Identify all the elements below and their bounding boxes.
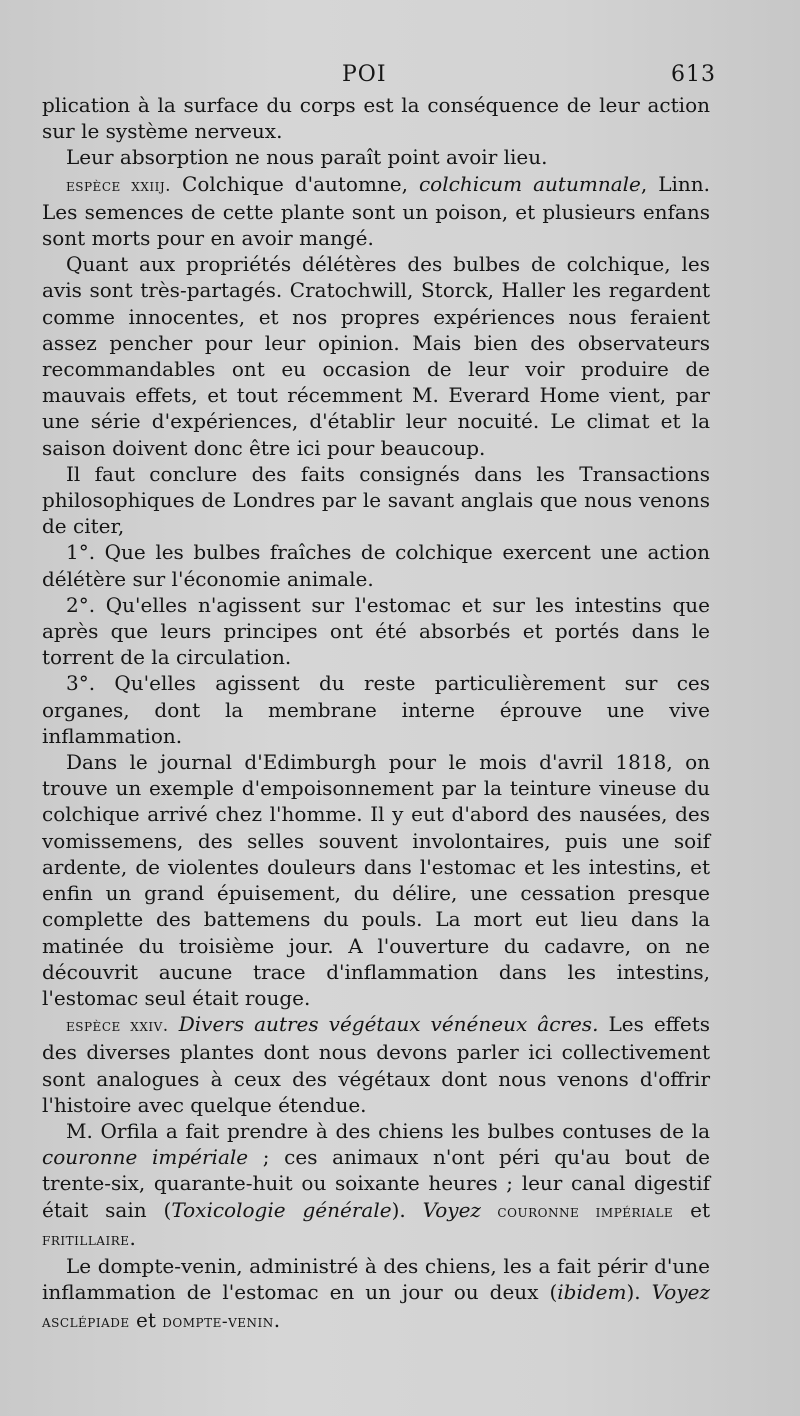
text-segment: Colchique d'automne,	[171, 171, 419, 196]
running-header	[42, 58, 716, 92]
text-segment: couronne impériale	[42, 1145, 249, 1170]
text-segment: fritillaire	[42, 1229, 130, 1250]
paragraph-p11	[42, 1118, 710, 1253]
text-segment: 3°. Qu'elles agissent du reste particulièrement sur ces organes, dont la membrane interne éprouve une vive inflammation.	[42, 671, 710, 748]
paragraph-p10	[42, 1011, 710, 1118]
text-segment: ).	[391, 1197, 423, 1222]
paragraph-p9	[42, 749, 710, 1011]
paragraph-p7	[42, 592, 710, 671]
page-number: 613	[671, 62, 716, 87]
text-segment: ibidem	[557, 1280, 627, 1305]
text-segment: espèce xxiv.	[66, 1016, 169, 1037]
paragraph-p1	[42, 92, 710, 144]
running-title: POI	[342, 62, 387, 87]
text-segment: et	[129, 1308, 163, 1333]
text-segment: couronne impériale	[480, 1201, 674, 1222]
text-segment: , Linn. Les semences de cette plante sont un poison, et plusieurs enfans sont morts pour en avoir mangé.	[42, 171, 710, 251]
paragraph-p6	[42, 539, 710, 591]
paragraph-p5	[42, 461, 710, 540]
text-segment: .	[129, 1225, 136, 1250]
text-segment: colchicum autumnale	[418, 171, 641, 196]
text-segment: Toxicologie générale	[171, 1197, 392, 1222]
text-segment: Leur absorption ne nous paraît point avoir lieu.	[66, 145, 548, 170]
text-segment: et	[673, 1197, 710, 1222]
text-segment: ; ces animaux n'ont péri qu'au bout de trente-six, quarante-huit ou soixante heures ; leur canal digestif était sain (	[42, 1145, 711, 1222]
text-segment: dompte-venin	[162, 1312, 274, 1333]
paragraph-p12	[42, 1253, 710, 1336]
paragraph-p4	[42, 251, 710, 461]
text-segment: .	[273, 1308, 281, 1333]
text-segment: asclépiade	[42, 1312, 130, 1333]
text-segment: Voyez	[422, 1197, 481, 1222]
text-segment: Dans le journal d'Edimburgh pour le mois d'avril 1818, on trouve un exemple d'empoisonnement par la teinture vineuse du colchique arrivé chez l'homme. Il y eut d'abord des nausées, des vomissemens, des selles souvent involontaires, puis une soif ardente, de violentes douleurs dans l'estomac et les intestins, et enfin un grand épuisement, du délire, une cessation presque complette des battemens du pouls. La mort eut lieu dans la matinée du troisième jour. A l'ouverture du cadavre, on ne découvrit aucune trace d'inflammation dans les intestins, l'estomac seul était rouge.	[42, 750, 710, 1010]
text-segment: M. Orfila a fait prendre à des chiens les bulbes contuses de la	[66, 1118, 710, 1143]
text-segment: ).	[626, 1280, 652, 1305]
text-segment: Il faut conclure des faits consignés dans les Transactions philosophiques de Londres par le savant anglais que nous venons de citer,	[42, 461, 710, 539]
text-segment: Divers autres végétaux vénéneux âcres.	[178, 1012, 599, 1037]
paragraph-p2	[42, 144, 710, 170]
text-segment: Quant aux propriétés délétères des bulbes de colchique, les avis sont très-partagés. Cratochwill, Storck, Haller les regardent comme innocentes, et nos propres expériences nous feraient assez pencher pour leur opinion. Mais bien des observateurs recommandables ont eu occasion de leur voir produire de mauvais effets, et tout récemment M. Everard Home vient, par une série d'expériences, d'établir leur nocuité. Le climat et la saison doivent donc être ici pour beaucoup.	[42, 252, 710, 460]
text-segment: 2°. Qu'elles n'agissent sur l'estomac et sur les intestins que après que leurs principes ont été absorbés et portés dans le torrent de la circulation.	[42, 592, 710, 670]
text-segment: 1°. Que les bulbes fraîches de colchique exercent une action délétère sur l'économie animale.	[42, 540, 710, 591]
text-segment: Les effets des diverses plantes dont nous devons parler ici collectivement sont analogues à ceux des végétaux dont nous venons d'offrir l'histoire avec quelque étendue.	[42, 1012, 711, 1117]
text-segment: Voyez	[651, 1280, 710, 1305]
text-segment: plication à la surface du corps est la conséquence de leur action sur le système nerveux.	[42, 93, 710, 144]
text-segment	[169, 1012, 179, 1036]
paragraph-p3	[42, 171, 710, 252]
text-segment: Le dompte-venin, administré à des chiens, les a fait périr d'une inflammation de l'estomac en un jour ou deux (	[42, 1253, 710, 1305]
paragraph-p8	[42, 670, 710, 749]
text-segment: espèce xxiij.	[66, 175, 172, 196]
body-text	[42, 92, 710, 1336]
